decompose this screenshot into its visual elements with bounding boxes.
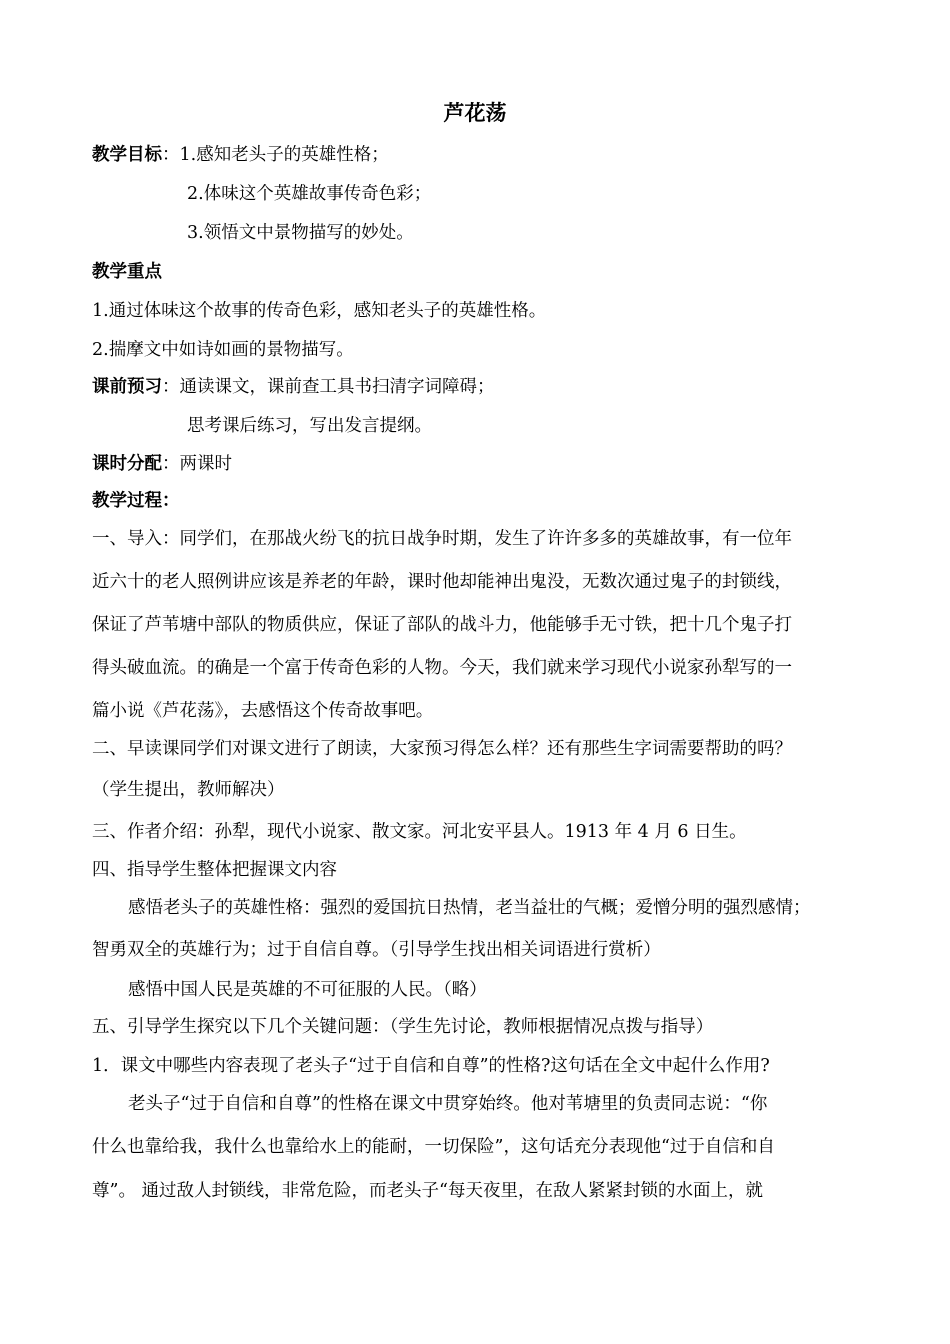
paragraph-line: 一、导入：同学们，在那战火纷飞的抗日战争时期，发生了许许多多的英雄故事，有一位年 [92,529,792,549]
paragraph-line: 二、早读课同学们对课文进行了朗读，大家预习得怎么样？还有那些生字词需要帮助的吗？ [92,739,792,759]
preview-label: 课前预习 [92,377,162,397]
preview-item-2: 思考课后练习，写出发言提纲。 [187,416,432,436]
paragraph-line: 智勇双全的英雄行为；过于自信自尊。（引导学生找出相关词语进行赏析） [92,940,661,960]
objectives-row [92,144,389,166]
paragraph-line: 老头子“过于自信和自尊”的性格在课文中贯穿始终。他对苇塘里的负责同志说：“你 [128,1094,768,1114]
schedule-value: 两课时 [179,454,232,474]
preview-colon: ： [162,377,180,397]
page-title: 芦花荡 [443,101,507,125]
schedule-row [92,453,232,475]
paragraph-line: 感悟中国人民是英雄的不可征服的人民。（略） [128,980,487,1000]
paragraph-line: 三、作者介绍：孙犁，现代小说家、散文家。河北安平县人。1913 年 4 月 6 日生。 [92,822,747,842]
schedule-label: 课时分配 [92,454,162,474]
focus-label: 教学重点 [92,262,162,282]
objectives-label: 教学目标 [92,145,162,165]
paragraph-line: 近六十的老人照例讲应该是养老的年龄，课时他却能神出鬼没，无数次通过鬼子的封锁线， [92,572,792,592]
paragraph-line: 四、指导学生整体把握课文内容 [92,860,337,880]
focus-item-2: 2.揣摩文中如诗如画的景物描写。 [92,340,354,360]
focus-item-1: 1.通过体味这个故事的传奇色彩，感知老头子的英雄性格。 [92,301,547,321]
paragraph-line: 得头破血流。的确是一个富于传奇色彩的人物。今天，我们就来学习现代小说家孙犁写的一 [92,658,792,678]
paragraph-line: 五、引导学生探究以下几个关键问题：（学生先讨论，教师根据情况点拨与指导） [92,1017,714,1037]
paragraph-line: 1．课文中哪些内容表现了老头子“过于自信和自尊”的性格?这句话在全文中起什么作用? [92,1056,770,1076]
objective-item-2: 2.体味这个英雄故事传奇色彩； [187,184,432,204]
paragraph-line: 篇小说《芦花荡》，去感悟这个传奇故事吧。 [92,701,434,721]
objectives-colon: ： [162,145,180,165]
paragraph-line: （学生提出，教师解决） [92,780,285,800]
paragraph-line: 什么也靠给我，我什么也靠给水上的能耐，一切保险”，这句话充分表现他“过于自信和自 [92,1137,775,1157]
paragraph-line: 尊”。 通过敌人封锁线，非常危险，而老头子“每天夜里，在敌人紧紧封锁的水面上，就 [92,1181,763,1201]
preview-item-1: 通读课文，课前查工具书扫清字词障碍； [179,377,495,397]
objective-item-1: 1.感知老头子的英雄性格； [179,145,389,165]
process-colon: ： [162,491,180,511]
paragraph-line: 保证了芦苇塘中部队的物质供应，保证了部队的战斗力，他能够手无寸铁，把十几个鬼子打 [92,615,792,635]
schedule-colon: ： [162,454,180,474]
paragraph-line: 感悟老头子的英雄性格：强烈的爱国抗日热情，老当益壮的气概；爱憎分明的强烈感情； [128,898,811,918]
process-heading [92,490,180,512]
process-label: 教学过程 [92,491,162,511]
preview-row [92,376,495,398]
objective-item-3: 3.领悟文中景物描写的妙处。 [187,223,414,243]
